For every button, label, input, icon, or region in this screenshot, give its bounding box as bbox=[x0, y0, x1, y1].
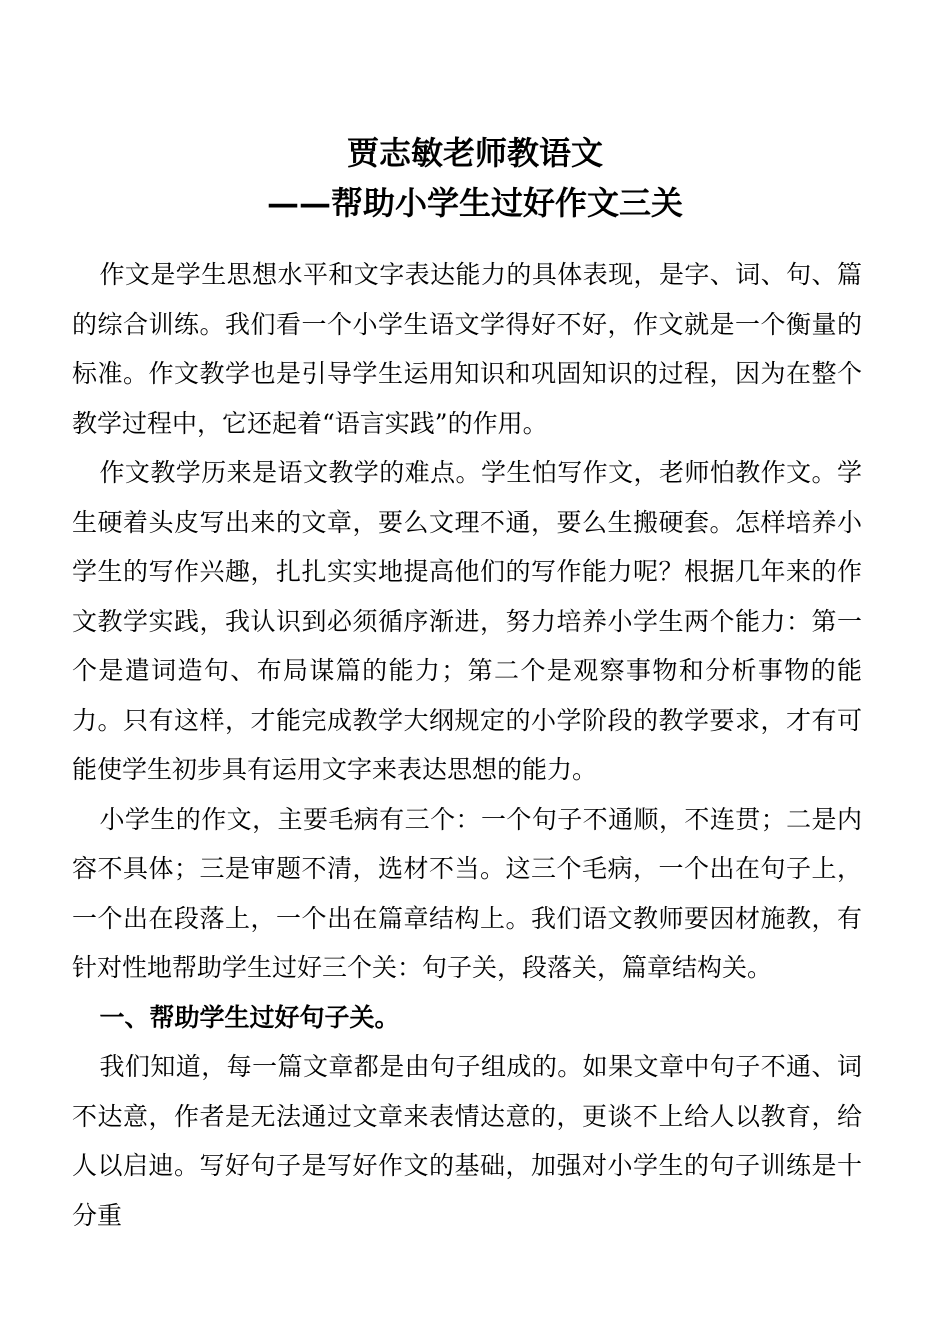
paragraph-3: 小学生的作文，主要毛病有三个：一个句子不通顺，不连贯；二是内容不具体；三是审题不清，选材不当。这三个毛病，一个出在句子上，一个出在段落上，一个出在篇章结构上。我们语文教师要因材施教，有针对性地帮助学生过好三个关：句子关，段落关，篇章结构关。 bbox=[72, 804, 862, 982]
section-heading: 一、帮助学生过好句子关。 bbox=[99, 1002, 400, 1032]
document-title: 贾志敏老师教语文 bbox=[346, 134, 603, 172]
document-subtitle: ——帮助小学生过好作文三关 bbox=[266, 184, 683, 222]
title-block bbox=[72, 128, 878, 228]
section-paragraph: 我们知道，每一篇文章都是由句子组成的。如果文章中句子不通、词不达意，作者是无法通过文章来表情达意的，更谈不上给人以教育，给人以启迪。写好句子是写好作文的基础，加强对小学生的句子训练是十分重 bbox=[72, 1052, 862, 1230]
paragraph-1: 作文是学生思想水平和文字表达能力的具体表现，是字、词、句、篇的综合训练。我们看一个小学生语文学得好不好，作文就是一个衡量的标准。作文教学也是引导学生运用知识和巩固知识的过程，因为在整个教学过程中，它还起着“语言实践”的作用。 bbox=[72, 260, 862, 438]
paragraph-2: 作文教学历来是语文教学的难点。学生怕写作文，老师怕教作文。学生硬着头皮写出来的文章，要么文理不通，要么生搬硬套。怎样培养小学生的写作兴趣，扎扎实实地提高他们的写作能力呢？根据几年来的作文教学实践，我认识到必须循序渐进，努力培养小学生两个能力：第一个是遣词造句、布局谋篇的能力；第二个是观察事物和分析事物的能力。只有这样，才能完成教学大纲规定的小学阶段的教学要求，才有可能使学生初步具有运用文字来表达思想的能力。 bbox=[72, 458, 862, 784]
document-body bbox=[72, 250, 862, 1240]
